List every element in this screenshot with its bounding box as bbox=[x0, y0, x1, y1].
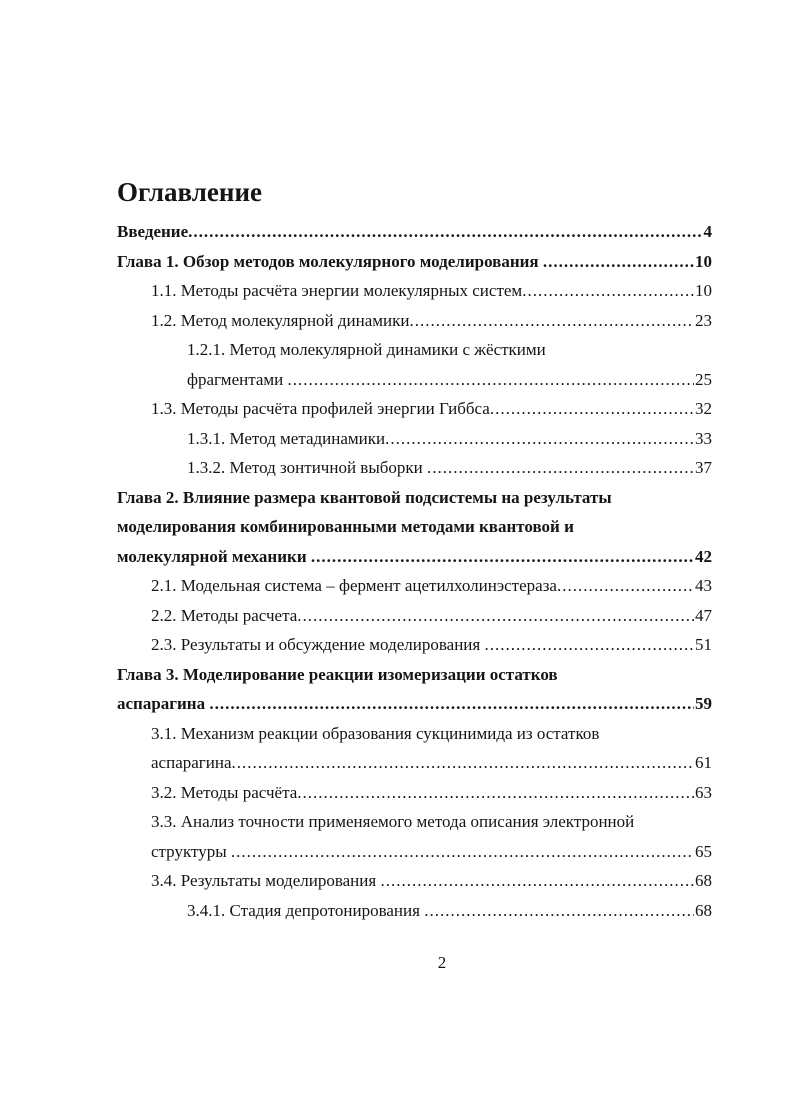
toc-entry bbox=[117, 896, 712, 926]
toc-entry bbox=[117, 778, 712, 808]
toc-page-number: 63 bbox=[695, 782, 712, 802]
toc-entry-line bbox=[187, 365, 712, 395]
toc-page-number: 32 bbox=[695, 399, 712, 418]
toc-page-number: 37 bbox=[695, 458, 712, 477]
toc-entry bbox=[117, 453, 712, 483]
dot-leader bbox=[543, 247, 694, 277]
toc-entry-text: 1.3.2. Метод зонтичной выборки bbox=[187, 458, 427, 477]
toc-entry-text: 3.4.1. Стадия депротонирования bbox=[187, 900, 425, 920]
toc-entry-line: 3.1. Механизм реакции образования сукцинимида из остатков bbox=[151, 723, 600, 743]
dot-leader bbox=[380, 866, 694, 896]
toc-entry-line bbox=[151, 866, 712, 896]
toc-entry-text: 3.4. Результаты моделирования bbox=[151, 871, 381, 890]
toc-entry bbox=[117, 306, 712, 336]
footer-page-number: 2 bbox=[437, 953, 447, 972]
toc-entry-line: Глава 2. Влияние размера квантовой подсистемы на результаты bbox=[117, 487, 612, 507]
toc-page-number: 42 bbox=[695, 546, 712, 566]
dot-leader bbox=[288, 365, 695, 395]
dot-leader bbox=[522, 276, 694, 306]
toc-entry-line bbox=[151, 601, 712, 631]
toc-entry bbox=[117, 276, 712, 306]
toc-entry-line: 3.3. Анализ точности применяемого метода описания электронной bbox=[151, 812, 635, 831]
toc-entry-text: Глава 1. Обзор методов молекулярного моделирования bbox=[117, 251, 543, 271]
toc-entry-line bbox=[117, 689, 712, 719]
dot-leader bbox=[557, 571, 694, 601]
toc-entry-text: 2.3. Результаты и обсуждение моделирования bbox=[151, 635, 485, 654]
toc-entry bbox=[117, 247, 712, 277]
toc-entry bbox=[117, 660, 712, 719]
toc-entry-text: 1.3. Методы расчёта профилей энергии Гиббса bbox=[151, 399, 490, 418]
toc-page-number: 65 bbox=[695, 841, 712, 861]
dot-leader bbox=[484, 630, 694, 660]
toc-entry-text: 2.2. Методы расчета bbox=[151, 605, 298, 625]
toc-entry bbox=[117, 601, 712, 631]
toc-entry-line bbox=[187, 896, 712, 926]
toc-entry-text: 2.1. Модельная система – фермент ацетилхолинэстераза bbox=[151, 576, 557, 595]
toc-entry-line bbox=[151, 630, 712, 660]
toc-entry bbox=[117, 866, 712, 896]
toc-entry-line bbox=[117, 542, 712, 572]
dot-leader bbox=[311, 542, 694, 572]
dot-leader bbox=[427, 453, 694, 483]
toc-entry-line bbox=[151, 837, 712, 867]
dot-leader bbox=[424, 896, 694, 926]
page-title: Оглавление bbox=[117, 177, 262, 208]
toc-entry-text: Введение bbox=[117, 222, 189, 241]
toc-entry-line bbox=[117, 247, 712, 277]
toc-entry-text: 1.2. Метод молекулярной динамики bbox=[151, 310, 410, 330]
toc-entry bbox=[117, 335, 712, 394]
toc-page-number: 68 bbox=[695, 871, 712, 890]
toc-entry bbox=[117, 483, 712, 572]
dot-leader bbox=[297, 601, 694, 631]
toc-page-number: 43 bbox=[695, 576, 712, 595]
toc-entry bbox=[117, 424, 712, 454]
toc-page-number: 51 bbox=[695, 635, 712, 654]
dot-leader bbox=[231, 837, 694, 867]
dot-leader bbox=[188, 217, 702, 247]
toc-page-number: 68 bbox=[695, 900, 712, 920]
toc-entry-line: Глава 3. Моделирование реакции изомеризации остатков bbox=[117, 664, 558, 684]
toc-entry-text: 1.3.1. Метод метадинамики bbox=[187, 428, 386, 448]
page-number-footer bbox=[117, 952, 767, 974]
dot-leader bbox=[410, 306, 695, 336]
toc-entry-line bbox=[187, 453, 712, 483]
toc-entry bbox=[117, 571, 712, 601]
toc-page-number: 33 bbox=[695, 428, 712, 448]
toc-entry-line bbox=[117, 217, 712, 247]
toc-page-number: 61 bbox=[695, 753, 712, 772]
toc-entry-text: структуры bbox=[151, 841, 231, 861]
toc-entry-line bbox=[187, 424, 712, 454]
toc-entry-line: 1.2.1. Метод молекулярной динамики с жёсткими bbox=[187, 340, 546, 359]
dot-leader bbox=[209, 689, 694, 719]
toc-entry-line bbox=[151, 276, 712, 306]
toc-entry-text: фрагментами bbox=[187, 369, 288, 389]
toc-page-number: 25 bbox=[695, 369, 712, 389]
toc-entry-line bbox=[151, 778, 712, 808]
toc-entry-line bbox=[151, 571, 712, 601]
toc-page-number: 23 bbox=[695, 310, 712, 330]
toc-page-number: 59 bbox=[695, 694, 712, 713]
toc-entry bbox=[117, 217, 712, 247]
toc-entry bbox=[117, 807, 712, 866]
toc-entry-text: 3.2. Методы расчёта bbox=[151, 782, 298, 802]
dot-leader bbox=[297, 778, 694, 808]
toc-page-number: 47 bbox=[695, 605, 712, 625]
dot-leader bbox=[385, 424, 694, 454]
toc-page-number: 10 bbox=[695, 281, 712, 300]
toc-entry bbox=[117, 630, 712, 660]
toc-entry-line bbox=[151, 748, 712, 778]
toc-entry-text: молекулярной механики bbox=[117, 546, 311, 566]
dot-leader bbox=[232, 748, 695, 778]
toc-entry-text: 1.1. Методы расчёта энергии молекулярных систем bbox=[151, 281, 523, 300]
toc-entry bbox=[117, 719, 712, 778]
toc-page-number: 10 bbox=[695, 251, 712, 271]
toc-entry bbox=[117, 394, 712, 424]
toc-entry-text: аспарагина bbox=[151, 753, 232, 772]
toc-entry-line bbox=[151, 306, 712, 336]
toc-page-number: 4 bbox=[703, 222, 712, 241]
toc-entry-text: аспарагина bbox=[117, 694, 210, 713]
dot-leader bbox=[490, 394, 694, 424]
table-of-contents bbox=[117, 217, 712, 925]
toc-entry-line bbox=[151, 394, 712, 424]
toc-entry-line: моделирования комбинированными методами квантовой и bbox=[117, 517, 574, 536]
